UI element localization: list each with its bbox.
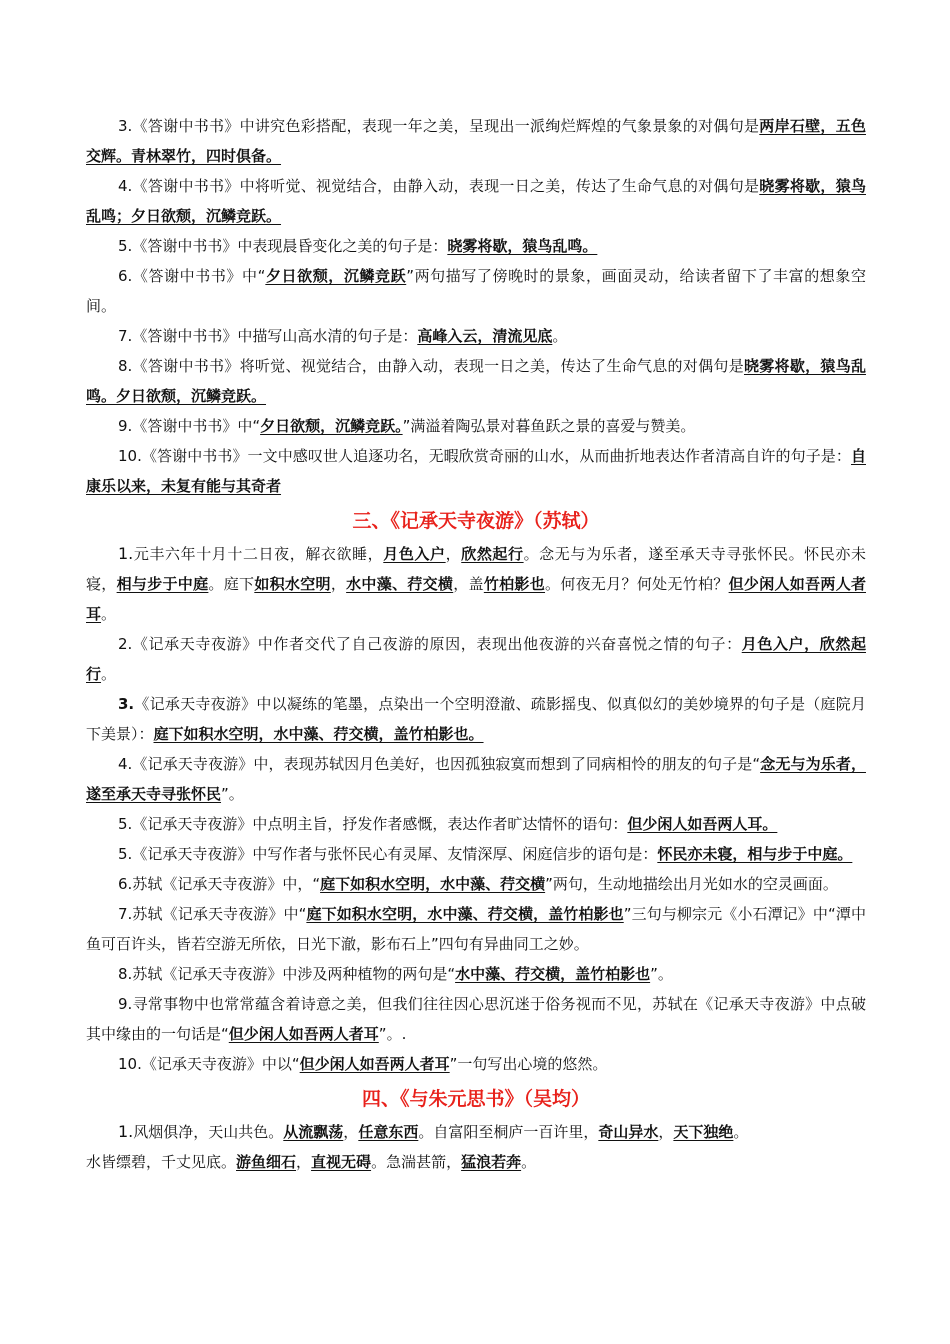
question-text: 。自富阳至桐庐一百许里， bbox=[418, 1123, 599, 1141]
question-text: ”满溢着陶弘景对暮鱼跃之景的喜爱与赞美。 bbox=[402, 417, 696, 435]
question-text: ”一句写出心境的悠然。 bbox=[449, 1055, 608, 1073]
answer-text: 水中藻、荇交横，盖竹柏影也 bbox=[455, 965, 651, 983]
answer-text: 直视无碍 bbox=[311, 1153, 372, 1171]
document-body bbox=[86, 111, 866, 1177]
item-number: 3. bbox=[118, 117, 133, 135]
question-text: 。庭下 bbox=[208, 575, 255, 593]
question-text: 《记承天寺夜游》中作者交代了自己夜游的原因，表现出他夜游的兴奋喜悦之情的句子： bbox=[132, 635, 742, 653]
answer-text: 高峰入云，清流见底 bbox=[417, 327, 553, 345]
question-text: 。 bbox=[733, 1123, 749, 1141]
question-text: 。 bbox=[521, 1153, 537, 1171]
question-text: 寻常事物中也常常蕴含着诗意之美，但我们往往因心思沉迷于俗务视而不见，苏轼在《记承天寺夜游》中点破其中缘由的一句话是“ bbox=[86, 995, 866, 1043]
question-text: ”三句与柳宗元《小石潭记》中“潭中鱼可百许头，皆若空游无所依，日光下澈，影布石上”四句有异曲同工之妙。 bbox=[86, 905, 866, 953]
answer-text: 任意东西 bbox=[358, 1123, 419, 1141]
answer-text: 如积水空明 bbox=[254, 575, 331, 593]
answer-text: 奇山异水 bbox=[598, 1123, 659, 1141]
question-text: 《记承天寺夜游》中，表现苏轼因月色美好，也因孤独寂寞而想到了同病相怜的朋友的句子是“ bbox=[132, 755, 761, 773]
list-item bbox=[86, 539, 866, 629]
question-text: 《答谢中书书》中“ bbox=[132, 417, 261, 435]
list-item bbox=[86, 869, 866, 899]
answer-text: 欣然起行 bbox=[461, 545, 524, 563]
section-4-heading: 四、《与朱元思书》（吴均） bbox=[361, 1088, 590, 1110]
list-item bbox=[86, 749, 866, 809]
question-text: 。急湍甚箭， bbox=[371, 1153, 462, 1171]
list-item bbox=[86, 989, 866, 1049]
item-number: 2. bbox=[118, 635, 133, 653]
question-text: 《答谢中书书》中讲究色彩搭配，表现一年之美，呈现出一派绚烂辉煌的气象景象的对偶句是 bbox=[132, 117, 760, 135]
question-text: 《答谢中书书》中“ bbox=[132, 267, 266, 285]
answer-text: 晓雾将歇，猿鸟乱鸣；夕日欲颓，沉鳞竞跃。 bbox=[86, 177, 866, 225]
question-text: 《记承天寺夜游》中以“ bbox=[141, 1055, 300, 1073]
answer-text: 月色入户 bbox=[383, 545, 446, 563]
answer-text: 夕日欲颓，沉鳞竞跃 bbox=[265, 267, 407, 285]
list-item bbox=[86, 171, 866, 231]
question-text: 苏轼《记承天寺夜游》中涉及两种植物的两句是“ bbox=[132, 965, 456, 983]
item-number: 5. bbox=[118, 845, 133, 863]
question-text: 。念无与为乐者，遂至承天寺寻张怀民。怀民亦未寝， bbox=[86, 545, 866, 593]
item-number: 6. bbox=[118, 875, 133, 893]
question-text: 苏轼《记承天寺夜游》中，“ bbox=[132, 875, 321, 893]
item-number: 6. bbox=[118, 267, 133, 285]
question-text: ”。. bbox=[378, 1025, 407, 1043]
question-text: ”。 bbox=[221, 785, 244, 803]
item-number: 4. bbox=[118, 177, 133, 195]
item-number: 5. bbox=[118, 237, 133, 255]
question-text: 。 bbox=[552, 327, 568, 345]
list-item bbox=[86, 839, 866, 869]
question-text: 苏轼《记承天寺夜游》中“ bbox=[132, 905, 307, 923]
answer-text: 月色入户，欣然起行 bbox=[86, 635, 866, 683]
answer-text: 念无与为乐者，遂至承天寺寻张怀民 bbox=[86, 755, 866, 803]
answer-text: 晓雾将歇，猿鸟乱鸣。夕日欲颓，沉鳞竞跃。 bbox=[86, 357, 866, 405]
question-text: ，盖 bbox=[453, 575, 484, 593]
answer-text: 但少闲人如吾两人者耳 bbox=[299, 1055, 450, 1073]
item-number: 10. bbox=[118, 1055, 142, 1073]
answer-text: 但少闲人如吾两人者耳 bbox=[228, 1025, 379, 1043]
question-text: 。 bbox=[101, 665, 117, 683]
question-text: 风烟俱净，天山共色。 bbox=[133, 1123, 284, 1141]
question-text: 《记承天寺夜游》中以凝练的笔墨，点染出一个空明澄澈、疏影摇曳、似真似幻的美妙境界的句子是（庭院月下美景）： bbox=[86, 695, 866, 743]
item-number: 1. bbox=[118, 544, 134, 563]
section-3-items bbox=[86, 539, 866, 1079]
question-text: 《答谢中书书》中将听觉、视觉结合，由静入动，表现一日之美，传达了生命气息的对偶句是 bbox=[132, 177, 760, 195]
question-text: 水皆缥碧，千丈见底。 bbox=[86, 1153, 237, 1171]
question-text: 《答谢中书书》中表现晨昏变化之美的句子是： bbox=[132, 237, 448, 255]
list-item bbox=[86, 959, 866, 989]
question-text: 元丰六年十月十二日夜，解衣欲睡， bbox=[133, 545, 384, 563]
answer-text: 但少闲人如吾两人耳。 bbox=[627, 815, 778, 833]
question-text: 《答谢中书书》一文中感叹世人追逐功名，无暇欣赏奇丽的山水，从而曲折地表达作者清高自许的句子是： bbox=[141, 447, 851, 465]
section-3-heading: 三、《记承天寺夜游》（苏轼） bbox=[352, 510, 600, 532]
answer-text: 从流飘荡 bbox=[283, 1123, 344, 1141]
answer-text: 游鱼细石 bbox=[236, 1153, 297, 1171]
question-text: 《答谢中书书》将听觉、视觉结合，由静入动，表现一日之美，传达了生命气息的对偶句是 bbox=[132, 357, 744, 375]
list-item bbox=[86, 629, 866, 689]
item-number: 10. bbox=[118, 447, 142, 465]
question-text: ， bbox=[330, 575, 347, 593]
list-item bbox=[86, 261, 866, 321]
section-2-tail bbox=[86, 111, 866, 501]
answer-text: 怀民亦未寝，相与步于中庭。 bbox=[657, 845, 853, 863]
item-number: 8. bbox=[118, 965, 133, 983]
answer-text: 庭下如积水空明，水中藻、荇交横，盖竹柏影也 bbox=[306, 905, 624, 923]
list-item bbox=[86, 441, 866, 501]
item-number: 4. bbox=[118, 755, 133, 773]
question-text: 。何夜无月？何处无竹柏？ bbox=[545, 575, 729, 593]
answer-text: 晓雾将歇，猿鸟乱鸣。 bbox=[447, 237, 598, 255]
question-text: 《记承天寺夜游》中写作者与张怀民心有灵犀、友情深厚、闲庭信步的语句是： bbox=[132, 845, 658, 863]
question-text: ， bbox=[296, 1153, 312, 1171]
item-number: 5. bbox=[118, 815, 133, 833]
list-item bbox=[86, 689, 866, 749]
list-item bbox=[86, 1117, 866, 1147]
section-4-items bbox=[86, 1117, 866, 1177]
question-text: ”。 bbox=[650, 965, 673, 983]
item-number: 9. bbox=[118, 995, 133, 1013]
question-text: 《记承天寺夜游》中点明主旨，抒发作者感慨，表达作者旷达情怀的语句： bbox=[132, 815, 628, 833]
answer-text: 夕日欲颓，沉鳞竞跃。 bbox=[260, 417, 403, 435]
question-text: ”两句，生动地描绘出月光如水的空灵画面。 bbox=[545, 875, 838, 893]
list-item bbox=[86, 231, 866, 261]
item-number: 3. bbox=[118, 695, 135, 713]
answer-text: 自康乐以来，未复有能与其奇者 bbox=[86, 447, 866, 495]
list-item bbox=[86, 321, 866, 351]
list-item bbox=[86, 1147, 866, 1177]
item-number: 1. bbox=[118, 1122, 134, 1141]
question-text: ， bbox=[343, 1123, 359, 1141]
item-number: 7. bbox=[118, 327, 133, 345]
answer-text: 庭下如积水空明，水中藻、荇交横，盖竹柏影也。 bbox=[153, 725, 484, 743]
answer-text: 两岸石壁，五色交辉。青林翠竹，四时俱备。 bbox=[86, 117, 866, 165]
list-item bbox=[86, 1049, 866, 1079]
answer-text: 但少闲人如吾两人者耳 bbox=[86, 575, 866, 623]
answer-text: 猛浪若奔 bbox=[461, 1153, 522, 1171]
list-item bbox=[86, 899, 866, 959]
question-text: ， bbox=[445, 545, 462, 563]
answer-text: 竹柏影也 bbox=[483, 575, 546, 593]
question-text: 。 bbox=[101, 605, 117, 623]
list-item bbox=[86, 111, 866, 171]
item-number: 8. bbox=[118, 357, 133, 375]
question-text: ”两句描写了傍晚时的景象，画面灵动，给读者留下了丰富的想象空间。 bbox=[86, 267, 866, 315]
question-text: ， bbox=[658, 1123, 674, 1141]
answer-text: 水中藻、荇交横 bbox=[346, 575, 454, 593]
answer-text: 相与步于中庭 bbox=[116, 575, 209, 593]
question-text: 《答谢中书书》中描写山高水清的句子是： bbox=[132, 327, 418, 345]
item-number: 7. bbox=[118, 905, 133, 923]
item-number: 9. bbox=[118, 417, 133, 435]
answer-text: 天下独绝 bbox=[673, 1123, 734, 1141]
answer-text: 庭下如积水空明，水中藻、荇交横 bbox=[320, 875, 546, 893]
list-item bbox=[86, 809, 866, 839]
list-item bbox=[86, 351, 866, 411]
list-item bbox=[86, 411, 866, 441]
